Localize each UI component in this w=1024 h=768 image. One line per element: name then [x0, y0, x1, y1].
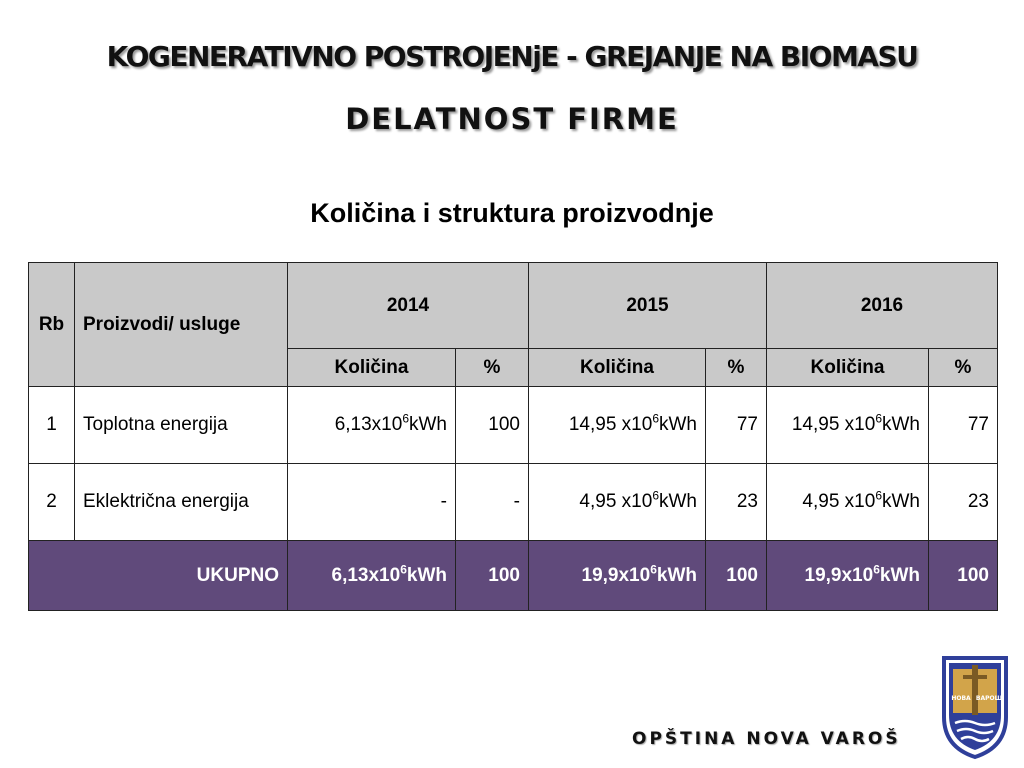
quantity-2015: 14,95 $x10^6kWh$ [529, 387, 706, 464]
slide-title: KOGENERATIVNO POSTROJENjE - GREJANJE NA BIOMASU [106, 40, 918, 73]
product-name: Eklektrična energija [75, 464, 288, 541]
percent-2016: 23 [929, 464, 998, 541]
sub-pct-2014: % [456, 349, 529, 387]
percent-2014: - [456, 464, 529, 541]
svg-text:НОВА: НОВА [951, 695, 971, 702]
quantity-2015: 4,95 $x10^6kWh$ [529, 464, 706, 541]
total-row [29, 541, 998, 611]
quantity-2014: $6,13x10^6kWh$ [288, 387, 456, 464]
total-percent-2014: 100 [456, 541, 529, 611]
percent-2015: 77 [706, 387, 767, 464]
section-heading: Količina i struktura proizvodnje [310, 198, 714, 228]
percent-2015: 23 [706, 464, 767, 541]
year-2015-header: 2015 [529, 263, 767, 349]
year-2014-header: 2014 [288, 263, 529, 349]
col-rb-header: Rb [29, 263, 75, 387]
percent-2014: 100 [456, 387, 529, 464]
sub-pct-2015: % [706, 349, 767, 387]
year-2016-header: 2016 [767, 263, 998, 349]
sub-qty-2014: Količina [288, 349, 456, 387]
percent-2016: 77 [929, 387, 998, 464]
header-row [29, 263, 998, 349]
row-number: 2 [29, 464, 75, 541]
quantity-2016: 4,95 $x10^6kWh$ [767, 464, 929, 541]
sub-qty-2016: Količina [767, 349, 929, 387]
sub-qty-2015: Količina [529, 349, 706, 387]
total-percent-2015: 100 [706, 541, 767, 611]
quantity-2014: - [288, 464, 456, 541]
total-label: UKUPNO [29, 541, 288, 611]
production-table [28, 262, 998, 611]
table-row [29, 464, 998, 541]
municipality-coat-of-arms [941, 655, 1009, 760]
slide-subtitle: DELATNOST FIRME [345, 102, 679, 136]
col-product-header: Proizvodi/ usluge [75, 263, 288, 387]
quantity-2016: 14,95 $x10^6kWh$ [767, 387, 929, 464]
svg-text:ВАРОШ: ВАРОШ [975, 695, 1003, 702]
total-quantity-2016: $19,9x10^6kWh$ [767, 541, 929, 611]
total-percent-2016: 100 [929, 541, 998, 611]
municipality-name: OPŠTINA NOVA VAROŠ [632, 729, 901, 749]
sub-pct-2016: % [929, 349, 998, 387]
total-quantity-2014: $6,13x10^6kWh$ [288, 541, 456, 611]
row-number: 1 [29, 387, 75, 464]
total-quantity-2015: $19,9x10^6kWh$ [529, 541, 706, 611]
product-name: Toplotna energija [75, 387, 288, 464]
table-row [29, 387, 998, 464]
